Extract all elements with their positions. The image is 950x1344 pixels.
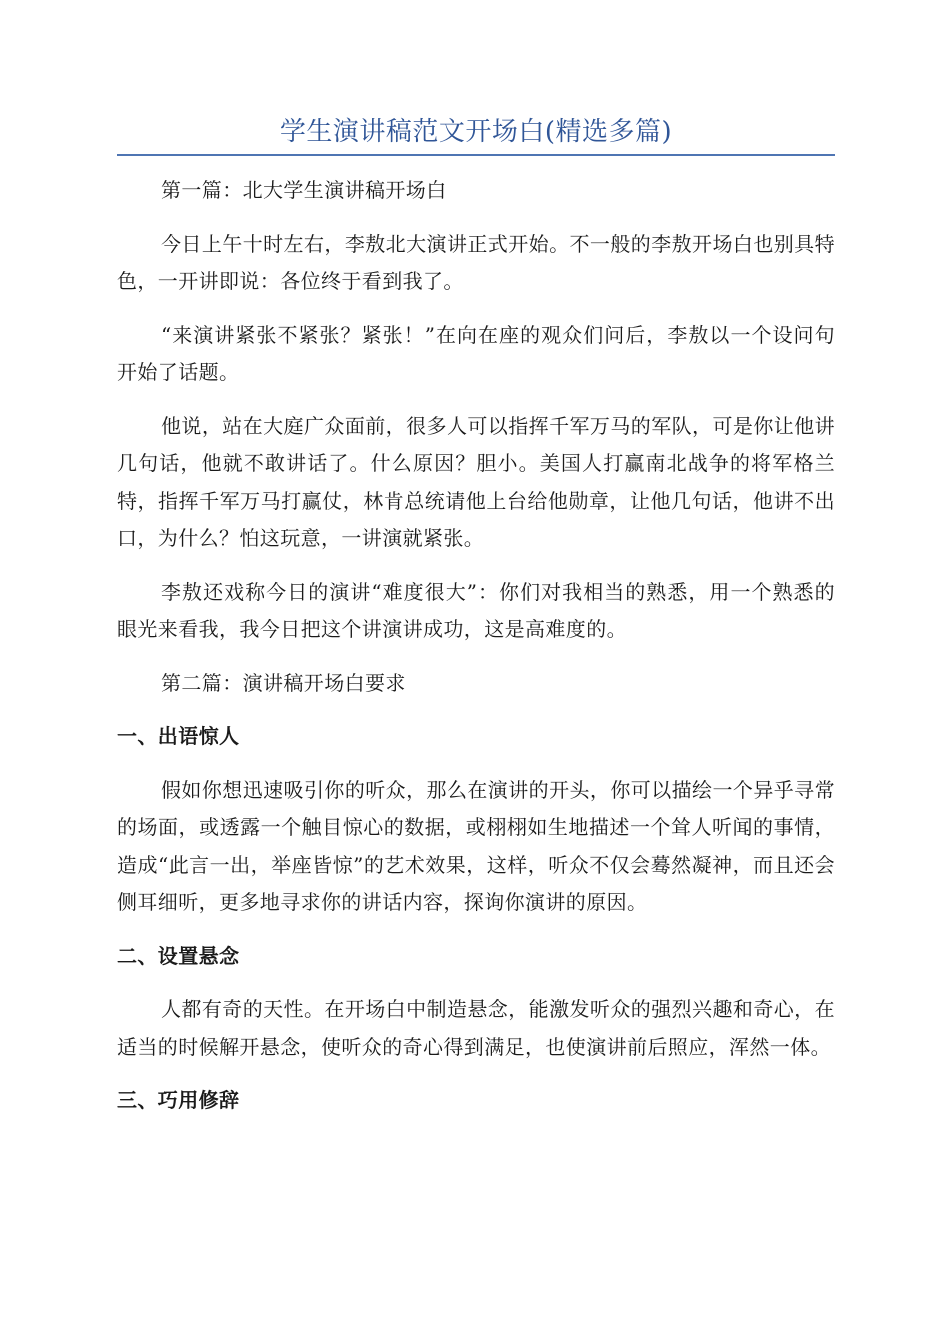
paragraph: 他说，站在大庭广众面前，很多人可以指挥千军万马的军队，可是你让他讲几句话，他就不敢讲话了。什么原因？胆小。美国人打赢南北战争的将军格兰特，指挥千军万马打赢仗，林肯总统请他上台给他勋章，让他几句话，他讲不出口，为什么？怕这玩意，一讲演就紧张。 [117,413,835,550]
section-heading-1: 第一篇：北大学生演讲稿开场白 [161,178,447,202]
document-title: 学生演讲稿范文开场白(精选多篇) [279,117,673,147]
bold-heading-1: 一、出语惊人 [117,724,240,748]
paragraph: 人都有奇的天性。在开场白中制造悬念，能激发听众的强烈兴趣和奇心，在适当的时候解开悬念，使听众的奇心得到满足，也使演讲前后照应，浑然一体。 [117,997,835,1059]
paragraph: “来演讲紧张不紧张？紧张！”在向在座的观众们问后，李敖以一个设问句开始了话题。 [117,322,835,384]
paragraph: 今日上午十时左右，李敖北大演讲正式开始。不一般的李敖开场白也别具特色，一开讲即说：各位终于看到我了。 [117,231,835,293]
paragraph: 李敖还戏称今日的演讲“难度很大”：你们对我相当的熟悉，用一个熟悉的眼光来看我，我今日把这个讲演讲成功，这是高难度的。 [117,579,835,641]
bold-heading-3: 三、巧用修辞 [117,1088,240,1112]
title-underline [117,154,835,156]
section-heading-2: 第二篇：演讲稿开场白要求 [161,670,406,695]
paragraph: 假如你想迅速吸引你的听众，那么在演讲的开头，你可以描绘一个异乎寻常的场面，或透露一个触目惊心的数据，或栩栩如生地描述一个耸人听闻的事情，造成“此言一出，举座皆惊”的艺术效果，这样，听众不仅会蓦然凝神，而且还会侧耳细听，更多地寻求你的讲话内容，探询你演讲的原因。 [117,777,835,914]
document-body [117,172,835,1136]
bold-heading-2: 二、设置悬念 [117,943,240,968]
